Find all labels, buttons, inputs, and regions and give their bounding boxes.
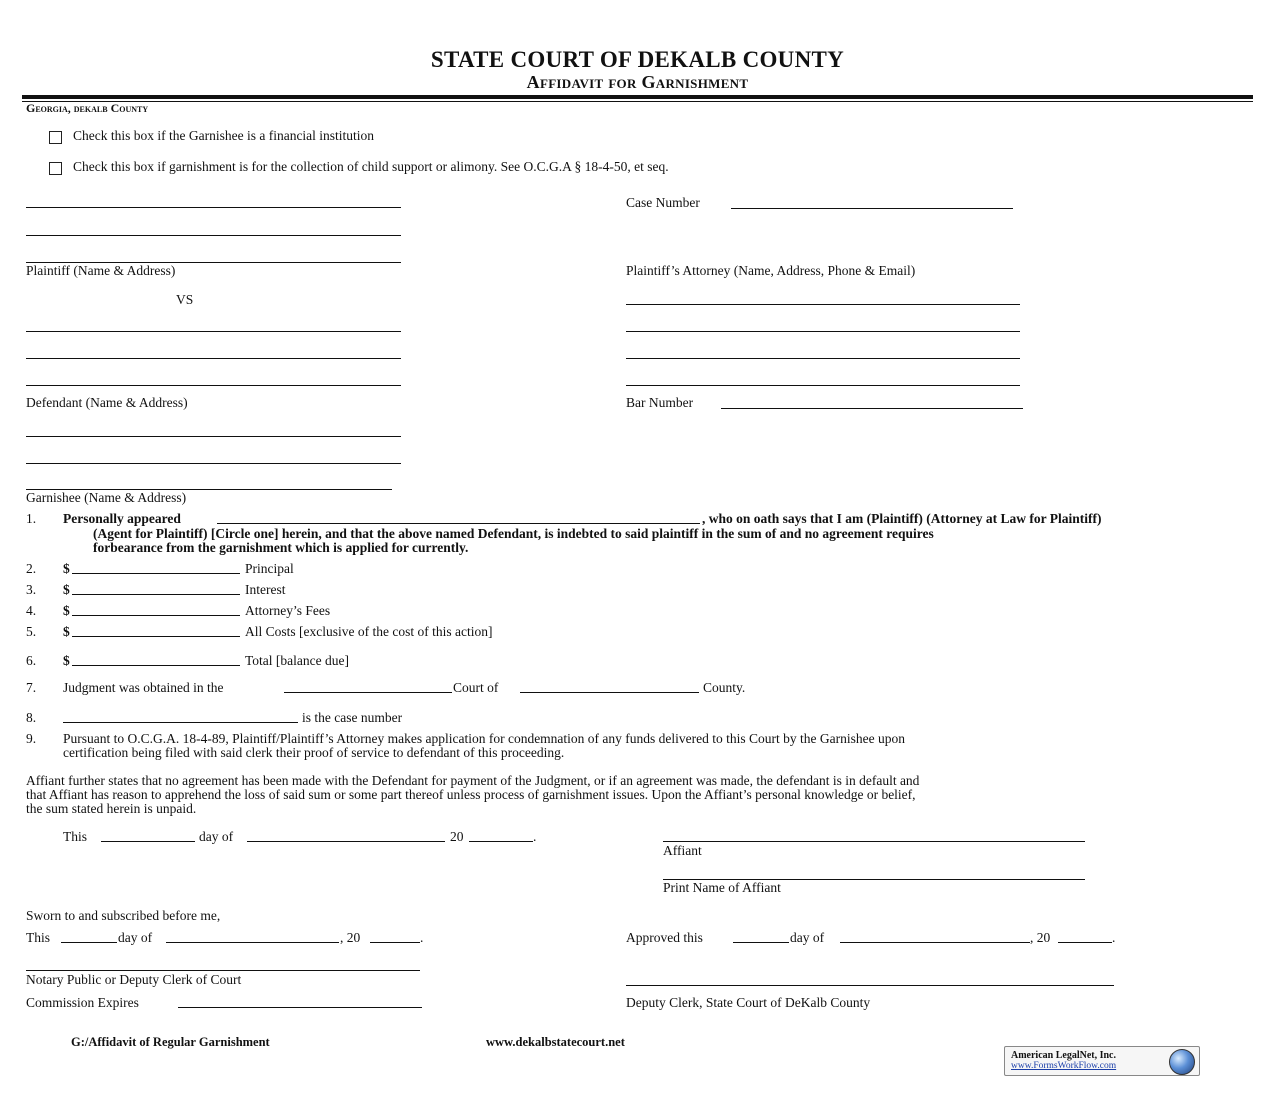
attorney-line-3[interactable]: [626, 358, 1020, 359]
sworn-month-field[interactable]: [166, 942, 339, 943]
dollar-sign: $: [63, 624, 70, 639]
attorney-fees-label: Attorney’s Fees: [245, 603, 331, 618]
case-number-field[interactable]: [731, 208, 1013, 209]
year-prefix: 20: [450, 829, 464, 844]
sworn-day-field[interactable]: [61, 942, 117, 943]
affiant-name-field[interactable]: [217, 523, 700, 524]
deputy-clerk-signature-field[interactable]: [626, 985, 1114, 986]
plaintiff-attorney-label: Plaintiff’s Attorney (Name, Address, Phone & Email): [626, 263, 916, 278]
this-label: This: [63, 829, 88, 844]
all-costs-field[interactable]: [72, 636, 240, 637]
case-number-text: is the case number: [302, 710, 403, 725]
month-field[interactable]: [247, 841, 445, 842]
approved-period: .: [1112, 930, 1116, 945]
plaintiff-line-1[interactable]: [26, 207, 401, 208]
judgment-court-field[interactable]: [284, 692, 452, 693]
affiant-statement-line-2: that Affiant has reason to apprehend the loss of said sum or some part thereof unless process of garnishment issues. Upon the Affiant’s personal knowledge or belief,: [26, 787, 916, 802]
defendant-line-1[interactable]: [26, 331, 401, 332]
item-number: 3.: [26, 582, 37, 597]
garnishee-label: Garnishee (Name & Address): [26, 490, 187, 505]
judgment-obtained-label: Judgment was obtained in the: [63, 680, 224, 695]
item-number: 6.: [26, 653, 37, 668]
affiant-signature-field[interactable]: [663, 841, 1085, 842]
interest-label: Interest: [245, 582, 286, 597]
item1-text-a: , who on oath says that I am (Plaintiff) (Attorney at Law for Plaintiff): [702, 511, 1102, 526]
header-rule-thin: [22, 101, 1253, 102]
day-of-label-2: day of: [118, 930, 153, 945]
notary-signature-field[interactable]: [26, 970, 420, 971]
item-number: 9.: [26, 731, 37, 746]
dollar-sign: $: [63, 582, 70, 597]
form-subtitle: Affidavit for Garnishment: [526, 72, 749, 92]
form-path: G:/Affidavit of Regular Garnishment: [71, 1035, 270, 1049]
financial-institution-checkbox[interactable]: [49, 131, 62, 144]
bar-number-field[interactable]: [721, 408, 1023, 409]
print-name-label: Print Name of Affiant: [663, 880, 781, 895]
jurisdiction: Georgia, dekalb County: [26, 101, 149, 115]
item-number: 8.: [26, 710, 37, 725]
commission-label: Commission Expires: [26, 995, 139, 1010]
dollar-sign: $: [63, 653, 70, 668]
commission-expires-field[interactable]: [178, 1007, 422, 1008]
attorney-line-1[interactable]: [626, 304, 1020, 305]
case-number-label: Case Number: [626, 195, 700, 210]
total-amount-field[interactable]: [72, 665, 240, 666]
dollar-sign: $: [63, 603, 70, 618]
dollar-sign: $: [63, 561, 70, 576]
child-support-checkbox[interactable]: [49, 162, 62, 175]
forms-workflow-badge[interactable]: [1004, 1046, 1200, 1076]
approved-day-field[interactable]: [733, 942, 789, 943]
attorney-line-2[interactable]: [626, 331, 1020, 332]
approved-label: Approved this: [626, 930, 703, 945]
day-of-label-3: day of: [790, 930, 825, 945]
attorney-fees-field[interactable]: [72, 615, 240, 616]
approved-month-field[interactable]: [840, 942, 1030, 943]
item1-text-c: forbearance from the garnishment which is applied for currently.: [93, 540, 469, 555]
bar-number-label: Bar Number: [626, 395, 694, 410]
affiant-label: Affiant: [663, 843, 702, 858]
badge-url-link[interactable]: www.FormsWorkFlow.com: [1011, 1061, 1117, 1071]
approved-year-field[interactable]: [1058, 942, 1112, 943]
versus-label: VS: [176, 292, 194, 307]
item-number: 7.: [26, 680, 37, 695]
total-label: Total [balance due]: [245, 653, 349, 668]
affiant-statement-line-1: Affiant further states that no agreement has been made with the Defendant for payment of the Judgment, or if an agreement was made, the defendant is in default and: [26, 773, 920, 788]
page-title: STATE COURT OF DEKALB COUNTY: [430, 47, 845, 72]
notary-label: Notary Public or Deputy Clerk of Court: [26, 972, 242, 987]
garnishee-line-1[interactable]: [26, 436, 401, 437]
date-period: .: [533, 829, 537, 844]
affiant-statement-line-3: the sum stated herein is unpaid.: [26, 801, 197, 816]
year-prefix-3: , 20: [1030, 930, 1051, 945]
sworn-year-field[interactable]: [370, 942, 420, 943]
item-number: 1.: [26, 511, 37, 526]
item-number: 2.: [26, 561, 37, 576]
item-number: 4.: [26, 603, 37, 618]
defendant-line-3[interactable]: [26, 385, 401, 386]
item9-text-b: certification being filed with said clerk their proof of service to defendant of this proceeding.: [63, 745, 565, 760]
attorney-line-4[interactable]: [626, 385, 1020, 386]
principal-label: Principal: [245, 561, 294, 576]
plaintiff-label: Plaintiff (Name & Address): [26, 263, 176, 278]
day-of-label: day of: [199, 829, 234, 844]
garnishee-line-2[interactable]: [26, 463, 401, 464]
header-rule-thick: [22, 95, 1253, 99]
financial-institution-label: Check this box if the Garnishee is a financial institution: [73, 128, 375, 143]
day-field[interactable]: [101, 841, 195, 842]
court-website[interactable]: www.dekalbstatecourt.net: [486, 1035, 625, 1049]
judgment-case-number-field[interactable]: [63, 722, 298, 723]
county-label: County.: [703, 680, 746, 695]
judgment-county-field[interactable]: [520, 692, 699, 693]
court-of-label: Court of: [453, 680, 499, 695]
year-field[interactable]: [469, 841, 533, 842]
interest-amount-field[interactable]: [72, 594, 240, 595]
all-costs-label: All Costs [exclusive of the cost of this action]: [245, 624, 493, 639]
child-support-label: Check this box if garnishment is for the collection of child support or alimony. See O.C.G.A § 18-4-50, et seq.: [73, 159, 669, 174]
principal-amount-field[interactable]: [72, 573, 240, 574]
personally-appeared-label: Personally appeared: [63, 511, 181, 526]
this-label-2: This: [26, 930, 51, 945]
item-number: 5.: [26, 624, 37, 639]
plaintiff-line-2[interactable]: [26, 235, 401, 236]
item9-text-a: Pursuant to O.C.G.A. 18-4-89, Plaintiff/Plaintiff’s Attorney makes application for condemnation of any funds delivered to this Court by the Garnishee upon: [63, 731, 905, 746]
deputy-clerk-label: Deputy Clerk, State Court of DeKalb County: [626, 995, 871, 1010]
year-prefix-2: , 20: [340, 930, 361, 945]
item1-text-b: (Agent for Plaintiff) [Circle one] herein, and that the above named Defendant, is indebted to said plaintiff in the sum of and no agreement requires: [93, 526, 934, 541]
globe-icon: [1169, 1049, 1195, 1075]
defendant-line-2[interactable]: [26, 358, 401, 359]
badge-company-name: American LegalNet, Inc.: [1011, 1050, 1116, 1061]
sworn-period: .: [420, 930, 424, 945]
defendant-label: Defendant (Name & Address): [26, 395, 188, 410]
sworn-label: Sworn to and subscribed before me,: [26, 908, 221, 923]
